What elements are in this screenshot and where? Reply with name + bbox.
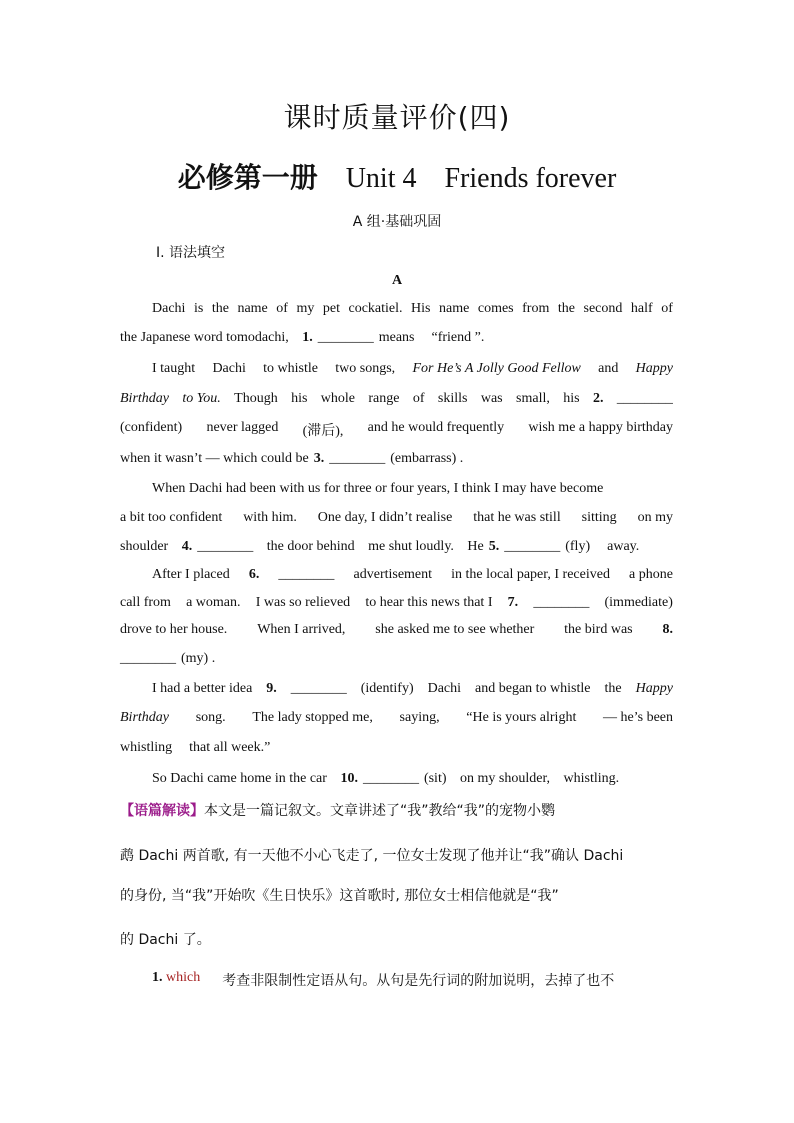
- blank: ________: [616, 391, 673, 406]
- blank: ________: [362, 771, 419, 786]
- blank-number: 1.: [302, 330, 313, 345]
- analysis-tag: 【语篇解读】: [120, 803, 204, 819]
- blank-number: 5.: [488, 539, 500, 554]
- unit-title-en: Unit 4 Friends forever: [345, 163, 617, 194]
- blank: ________: [197, 539, 254, 554]
- passage-line: drove to her house. When I arrived, she asked me to see whether the bird was 8.: [120, 622, 673, 637]
- blank: ________: [120, 651, 176, 666]
- song-title: For He’s A Jolly Good Fellow: [412, 361, 581, 376]
- passage-line: a bit too confident with him. One day, I didn’t realise that he was still sitting on my: [120, 510, 673, 525]
- blank-number: 7.: [507, 595, 519, 610]
- answer-note: 考查非限制性定语从句。从句是先行词的附加说明，去掉了也不: [222, 973, 615, 989]
- unit-title-cn: 必修第一册: [177, 161, 318, 194]
- unit-title: [0, 156, 794, 196]
- blank-number: 6.: [248, 567, 260, 582]
- passage-line: whistling that all week.”: [120, 740, 271, 755]
- passage-line: I taught Dachi to whistle two songs, For He’s A Jolly Good Fellow and Happy: [152, 361, 673, 376]
- page-title: 课时质量评价(四): [283, 101, 511, 134]
- blank-number: 8.: [662, 622, 673, 637]
- passage-line: the Japanese word tomodachi, 1. ________ means “friend ”.: [120, 330, 485, 345]
- analysis-line: 鹉 Dachi 两首歌, 有一天他不小心飞走了, 一位女士发现了他并让“我”确认 Dachi: [120, 848, 624, 864]
- analysis-line: 的 Dachi 了。: [120, 932, 211, 948]
- blank-number: 2.: [592, 391, 604, 406]
- group-label: A 组·基础巩固: [352, 214, 442, 230]
- blank: ________: [533, 595, 590, 610]
- blank-number: 10.: [340, 771, 358, 786]
- blank: ________: [278, 567, 335, 582]
- passage-line: Dachi is the name of my pet cockatiel. His name comes from the second half of: [152, 301, 673, 316]
- passage-line: call from a woman. I was so relieved to hear this news that I 7. ________ (immediate): [120, 595, 673, 610]
- passage-line: when it wasn’t — which could be 3. ________ (embarrass) .: [120, 451, 464, 466]
- section-label: Ⅰ. 语法填空: [156, 245, 226, 261]
- blank: ________: [504, 539, 561, 554]
- analysis-line: 的身份, 当“我”开始吹《生日快乐》这首歌时, 那位女士相信他就是“我”: [120, 888, 559, 904]
- passage-line: So Dachi came home in the car 10. ________ (sit) on my shoulder, whistling.: [152, 771, 620, 786]
- blank-number: 4.: [181, 539, 193, 554]
- answer-number: 1.: [152, 970, 163, 985]
- passage-line: ________ (my) .: [120, 651, 216, 666]
- passage-line: I had a better idea 9. ________ (identify) Dachi and began to whistle the Happy: [152, 681, 673, 696]
- blank: ________: [317, 330, 374, 345]
- blank-number: 9.: [266, 681, 277, 696]
- passage-line: Birthday song. The lady stopped me, saying, “He is yours alright — he’s been: [120, 710, 673, 725]
- passage-line: After I placed 6. ________ advertisement in the local paper, I received a phone: [152, 567, 673, 582]
- passage-line: When Dachi had been with us for three or four years, I think I may have become: [152, 481, 604, 496]
- blank: ________: [290, 681, 347, 696]
- blank-number: 3.: [313, 451, 325, 466]
- blank: ________: [329, 451, 386, 466]
- passage-line: Birthday to You. Though his whole range of skills was small, his 2. ________: [120, 391, 673, 406]
- passage-line: shoulder 4. ________ the door behind me shut loudly. He 5. ________ (fly) away.: [120, 539, 640, 554]
- passage-line: (confident) never lagged (滞后), and he would frequently wish me a happy birthday: [120, 420, 673, 439]
- passage-label: A: [391, 273, 403, 288]
- answer-item: [152, 970, 673, 990]
- answer-word: which: [166, 970, 201, 985]
- analysis-line: 【语篇解读】 本文是一篇记叙文。文章讲述了“我”教给“我”的宠物小鹦: [120, 800, 673, 820]
